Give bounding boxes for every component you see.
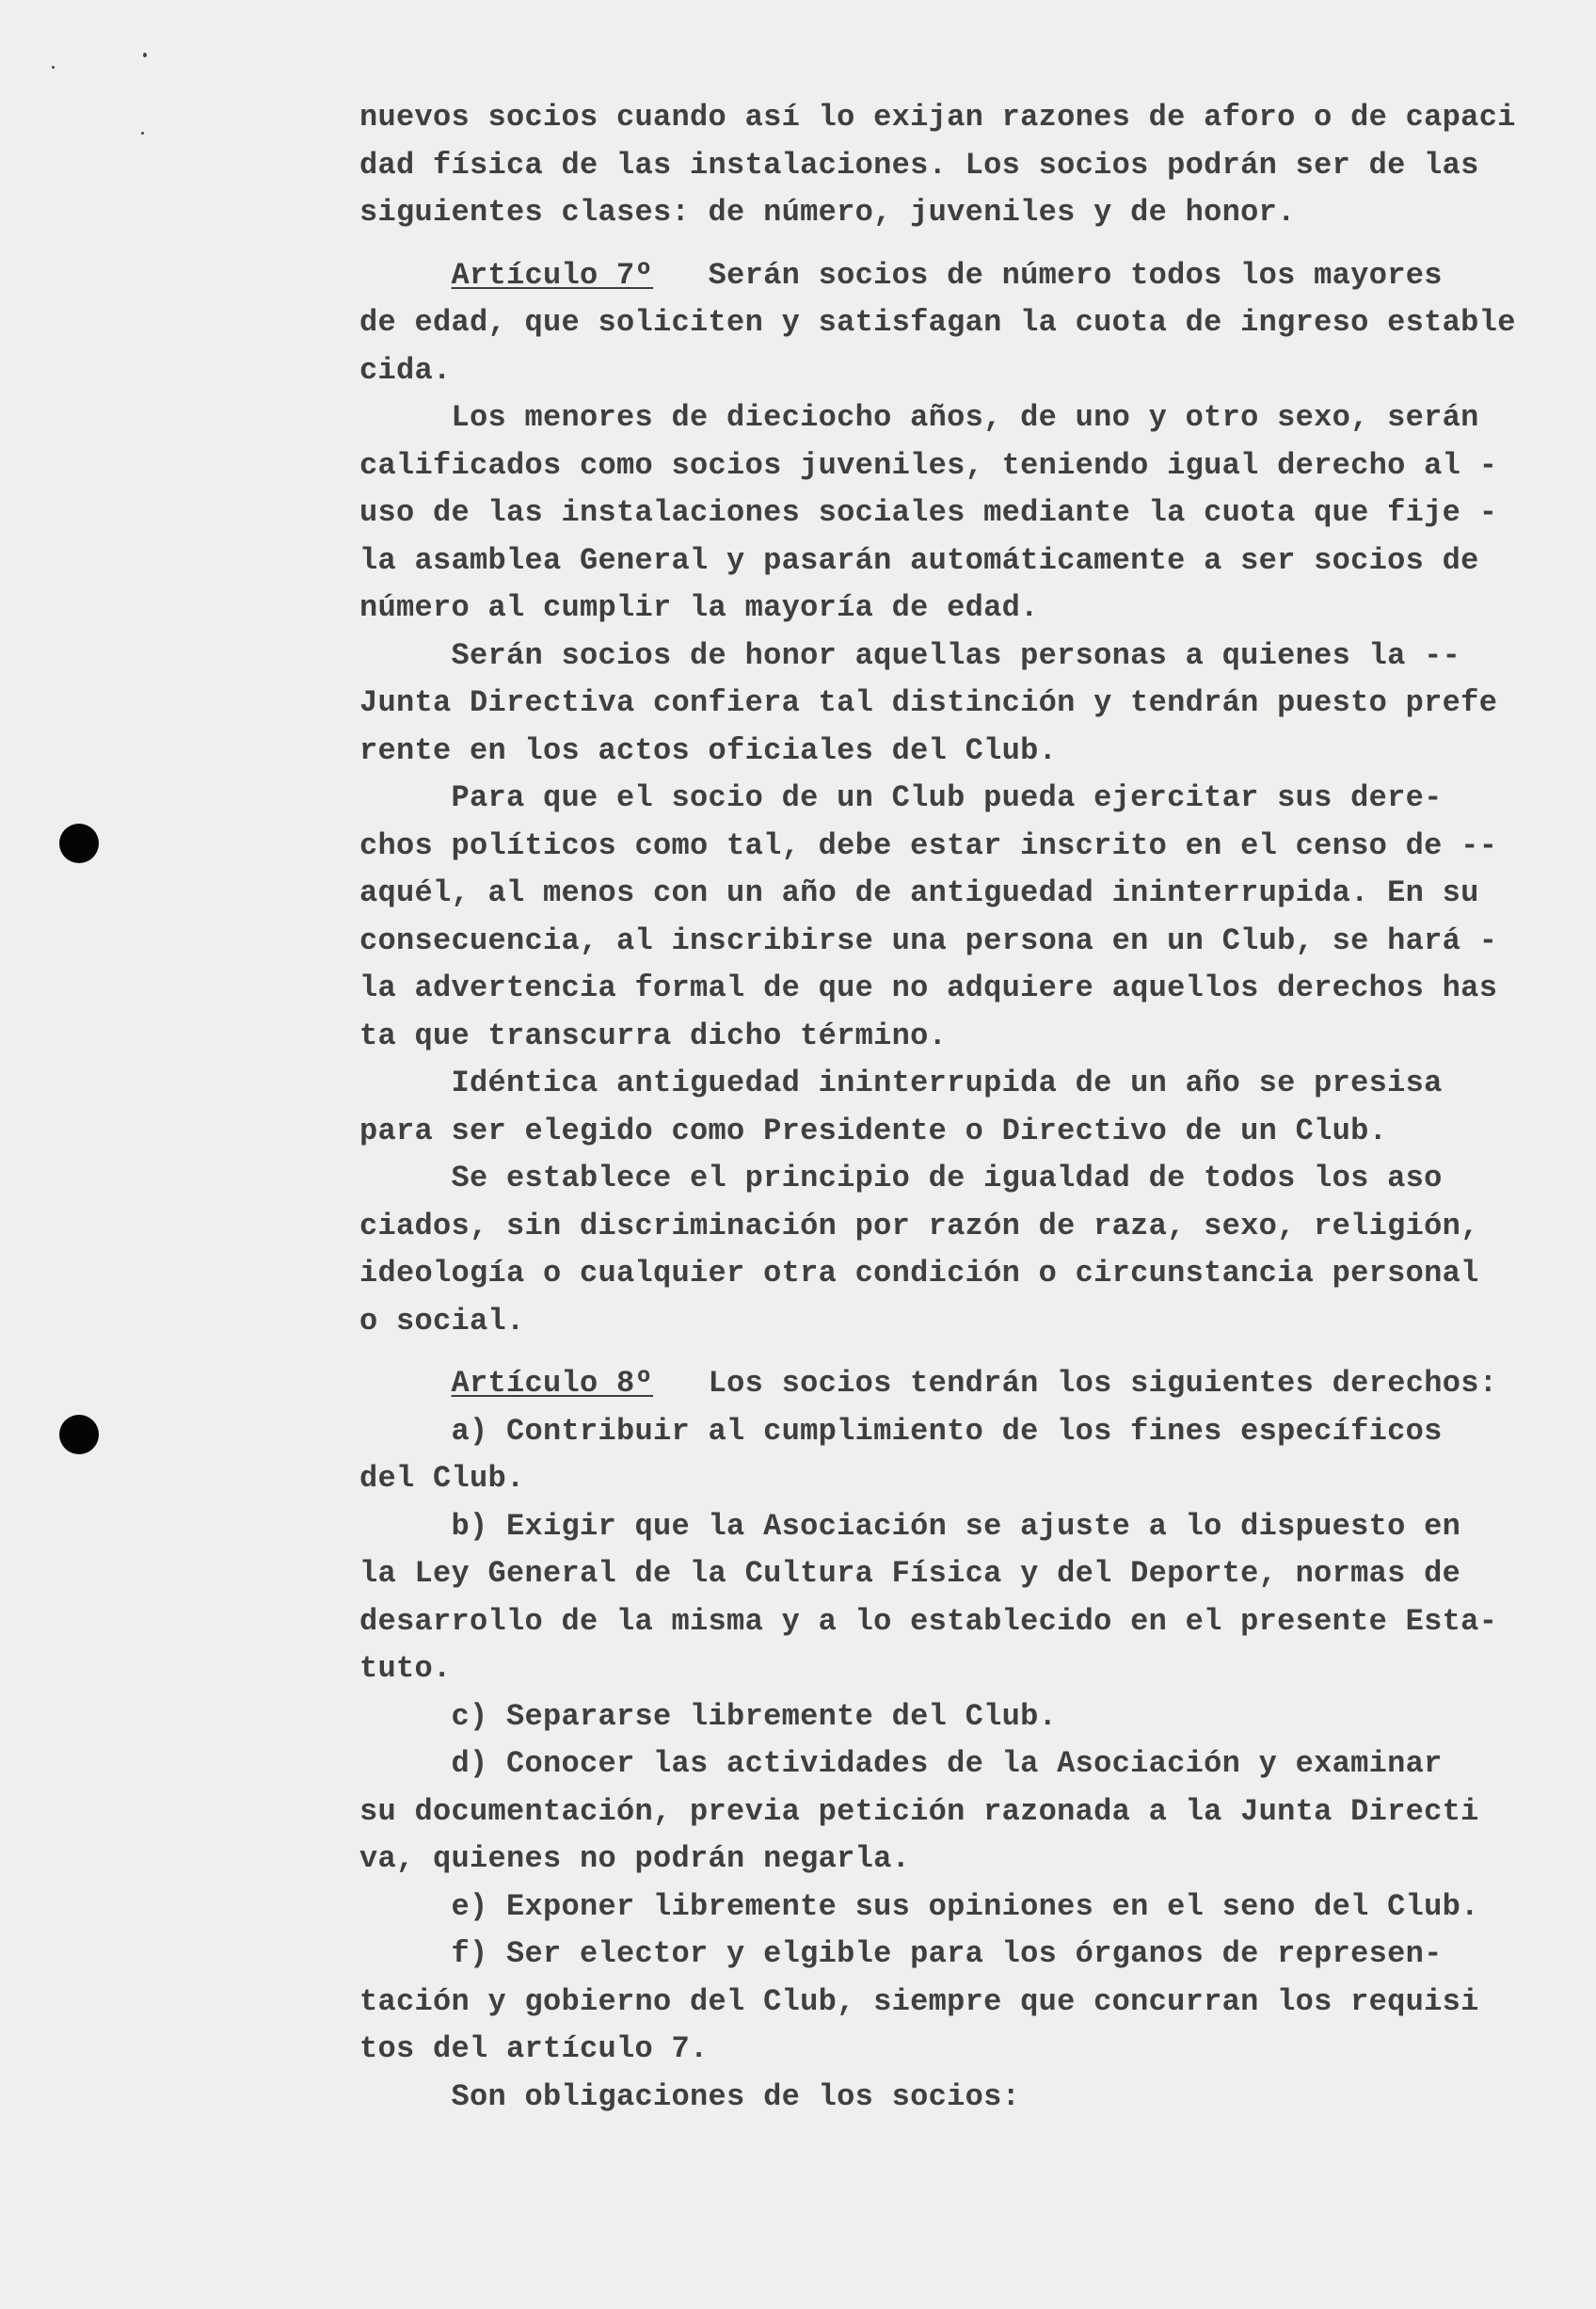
text-line: ideología o cualquier otra condición o circunstancia personal <box>359 1256 1479 1291</box>
article-7-heading: Artículo 7º <box>451 257 654 293</box>
text-line: Idéntica antiguedad ininterrupida de un año se presisa <box>359 1066 1443 1100</box>
text-line: dad física de las instalaciones. Los socios podrán ser de las <box>359 147 1479 183</box>
article-7-first-line <box>359 252 1536 300</box>
text-line: Serán socios de número todos los mayores <box>708 257 1443 293</box>
text-line: del Club. <box>359 1461 525 1496</box>
text-line: cida. <box>359 352 452 388</box>
text-line: chos políticos como tal, debe estar inscrito en el censo de -- <box>359 827 1498 863</box>
text-line: desarrollo de la misma y a lo establecido en el presente Esta- <box>359 1603 1498 1639</box>
text-line: e) Exponer libremente sus opiniones en el seno del Club. <box>359 1888 1479 1924</box>
text-line: uso de las instalaciones sociales mediante la cuota que fije - <box>359 495 1498 530</box>
text-line: la advertencia formal de que no adquiere aquellos derechos has <box>359 970 1498 1005</box>
punch-hole <box>59 824 99 863</box>
paper-speck <box>52 66 55 69</box>
text-line: la Ley General de la Cultura Física y del Deporte, normas de <box>359 1556 1461 1591</box>
text-line: va, quienes no podrán negarla. <box>359 1841 911 1876</box>
text-line: tuto. <box>359 1651 452 1686</box>
text-line: ta que transcurra dicho término. <box>359 1018 948 1053</box>
text-line: tos del artículo 7. <box>359 2031 709 2066</box>
text-line: a) Contribuir al cumplimiento de los fines específicos <box>359 1413 1443 1449</box>
text-line: Se establece el principio de igualdad de todos los aso <box>359 1161 1443 1195</box>
text-line: de edad, que soliciten y satisfagan la cuota de ingreso estable <box>359 305 1516 340</box>
text-line: ciados, sin discriminación por razón de raza, sexo, religión, <box>359 1208 1479 1243</box>
paper-speck <box>143 53 147 57</box>
article-8-heading: Artículo 8º <box>451 1366 654 1401</box>
punch-hole <box>59 1415 99 1454</box>
text-line: Junta Directiva confiera tal distinción y tendrán puesto prefe <box>359 685 1498 720</box>
text-line: número al cumplir la mayoría de edad. <box>359 590 1039 625</box>
text-line: su documentación, previa petición razonada a la Junta Directi <box>359 1793 1479 1829</box>
text-line: Para que el socio de un Club pueda ejercitar sus dere- <box>359 780 1443 815</box>
text-line: f) Ser elector y elgible para los órganos de represen- <box>359 1936 1443 1971</box>
text-line: nuevos socios cuando así lo exijan razones de aforo o de capaci <box>359 100 1516 135</box>
text-line: b) Exigir que la Asociación se ajuste a lo dispuesto en <box>359 1508 1461 1544</box>
text-line: o social. <box>359 1303 525 1339</box>
article-8-first-line <box>359 1360 1536 1408</box>
text-line: tación y gobierno del Club, siempre que concurran los requisi <box>359 1983 1479 2019</box>
text-line: Son obligaciones de los socios: <box>359 2078 1021 2114</box>
text-line: calificados como socios juveniles, teniendo igual derecho al - <box>359 447 1498 483</box>
text-line: Serán socios de honor aquellas personas a quienes la -- <box>359 637 1461 673</box>
text-line: aquél, al menos con un año de antiguedad ininterrupida. En su <box>359 875 1479 910</box>
text-line: consecuencia, al inscribirse una persona en un Club, se hará - <box>359 922 1498 958</box>
text-line: d) Conocer las actividades de la Asociación y examinar <box>359 1746 1443 1781</box>
text-line: rente en los actos oficiales del Club. <box>359 732 1058 768</box>
text-line: la asamblea General y pasarán automáticamente a ser socios de <box>359 542 1479 578</box>
document-body <box>359 94 1536 2121</box>
text-line: c) Separarse libremente del Club. <box>359 1698 1058 1734</box>
text-line: Los socios tendrán los siguientes derechos: <box>708 1366 1498 1401</box>
text-line: para ser elegido como Presidente o Directivo de un Club. <box>359 1113 1388 1148</box>
text-line: siguientes clases: de número, juveniles y de honor. <box>359 195 1296 230</box>
text-line: Los menores de dieciocho años, de uno y otro sexo, serán <box>359 400 1479 435</box>
paper-speck <box>141 132 144 135</box>
